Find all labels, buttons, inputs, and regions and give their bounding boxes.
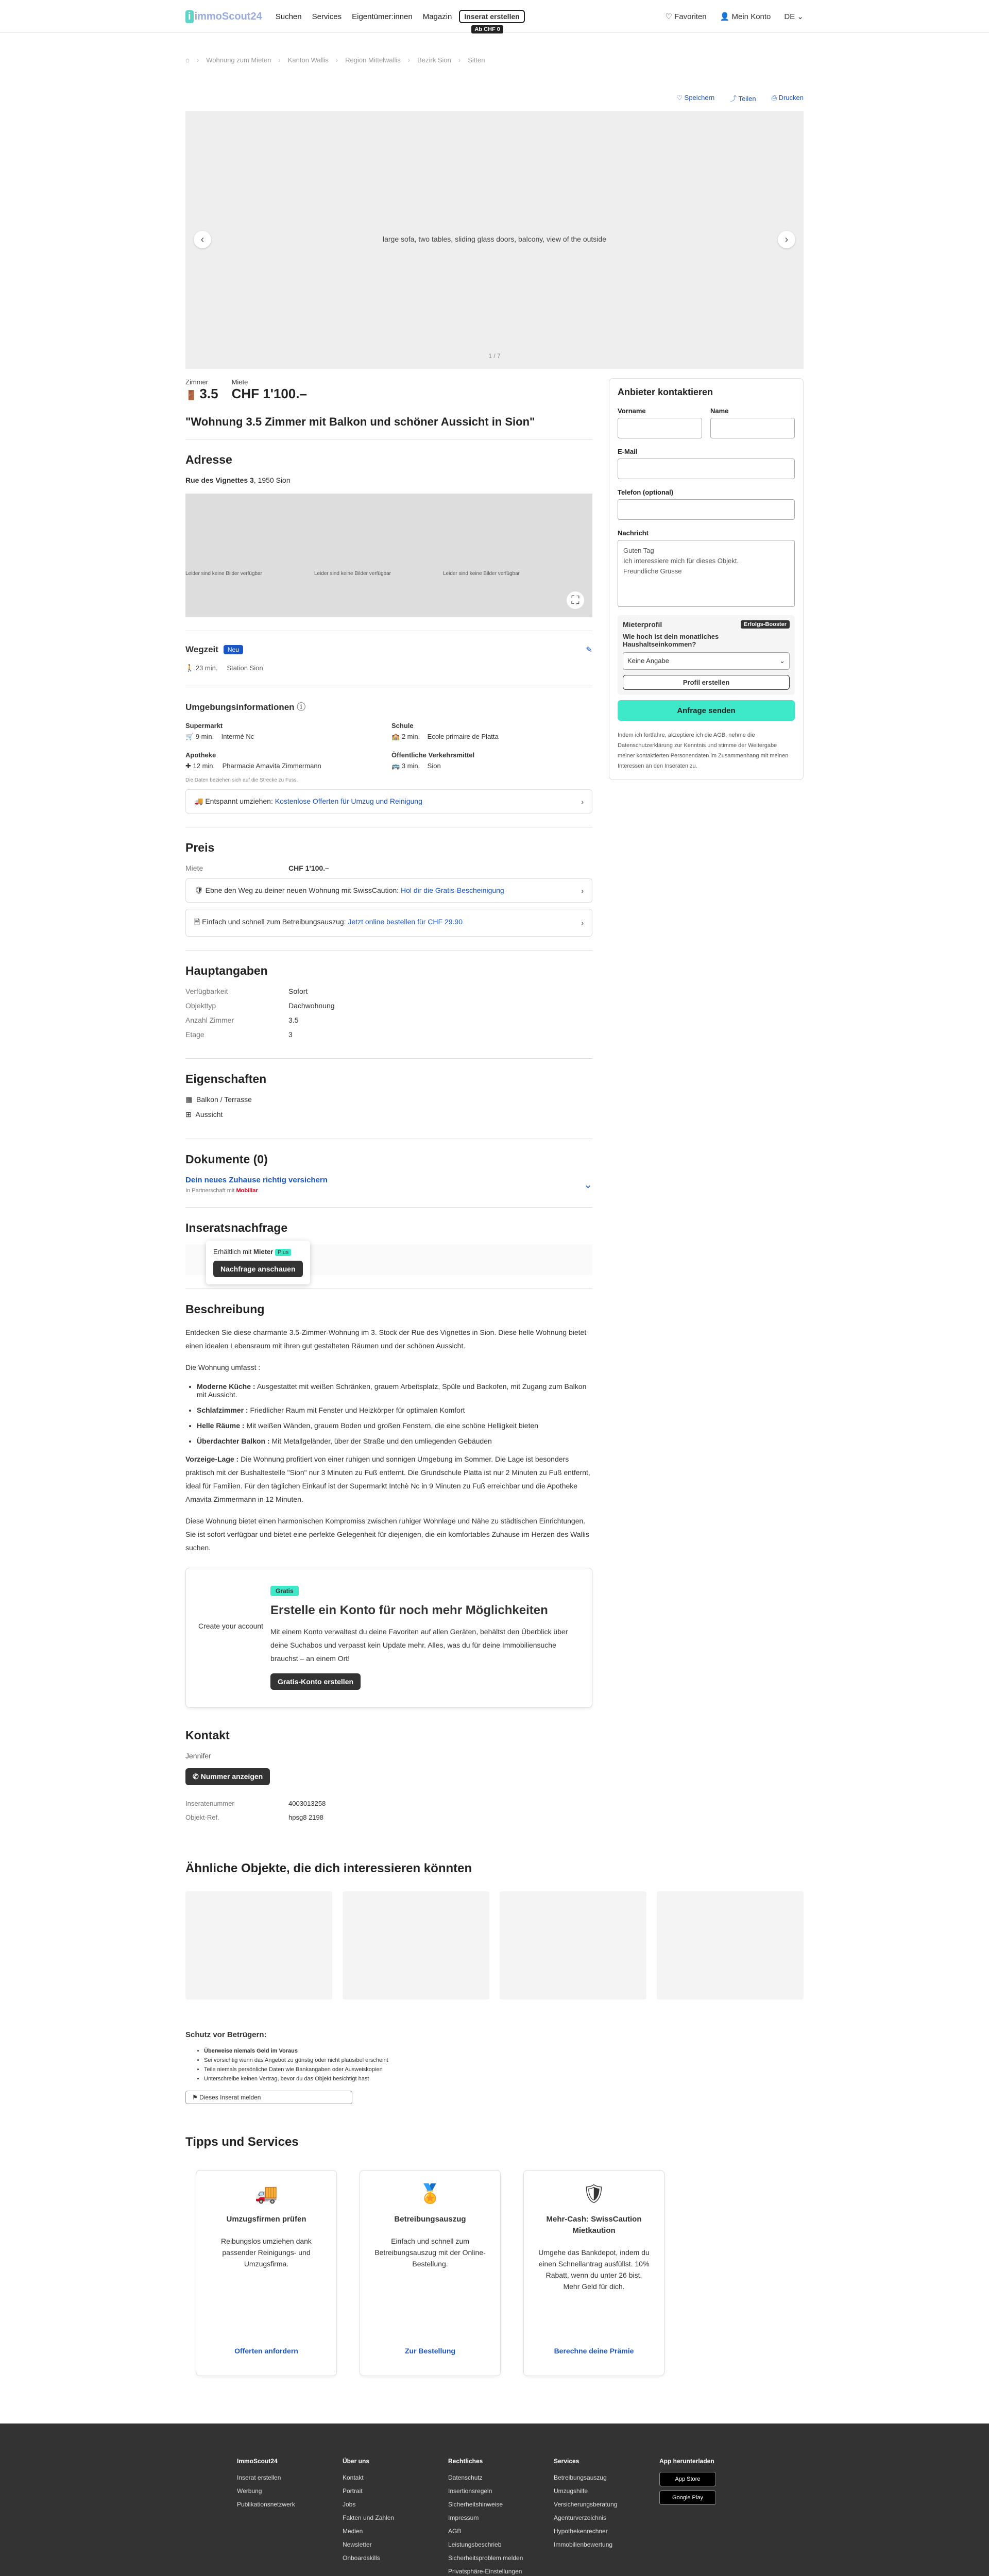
price-section bbox=[185, 827, 592, 951]
rent-label: Miete bbox=[231, 378, 248, 386]
info-value: 3.5 bbox=[288, 1016, 299, 1024]
city: , 1950 Sion bbox=[253, 476, 291, 484]
tip-link[interactable]: Zur Bestellung bbox=[404, 2347, 455, 2355]
env-time: 12 min. bbox=[193, 762, 215, 770]
tip-link[interactable]: Berechne deine Prämie bbox=[554, 2347, 634, 2355]
print-label: Drucken bbox=[778, 94, 804, 101]
tip-card bbox=[360, 2170, 501, 2376]
footer-link[interactable]: Kontakt bbox=[343, 2474, 364, 2481]
footer-link[interactable]: Hypothekenrechner bbox=[554, 2528, 608, 2535]
env-time: 3 min. bbox=[401, 762, 420, 770]
obj-value: hpsg8 2198 bbox=[288, 1814, 323, 1821]
door-icon: 🚪 bbox=[185, 390, 200, 400]
document-icon: 🗎 bbox=[194, 918, 202, 926]
contact-heading: Kontakt bbox=[185, 1728, 230, 1742]
footer bbox=[0, 2424, 989, 2576]
listing-tools bbox=[185, 87, 804, 109]
key-facts bbox=[185, 378, 592, 402]
phone-label: Telefon (optional) bbox=[618, 488, 674, 496]
bullet-text: Mit weißen Wänden, grauem Boden und großen Fenstern, die eine schöne Helligkeit bieten bbox=[244, 1421, 539, 1430]
price-heading: Preis bbox=[185, 841, 215, 854]
language-select[interactable] bbox=[784, 12, 804, 21]
school-icon: 🏫 bbox=[391, 733, 402, 740]
list-item: • Teile niemals persönliche Daten wie Bankangaben oder Ausweiskopien bbox=[204, 2065, 804, 2074]
main-info-heading: Hauptangaben bbox=[185, 964, 268, 977]
bullet-title: Helle Räume : bbox=[197, 1421, 245, 1430]
footer-link[interactable]: Jobs bbox=[343, 2501, 356, 2508]
chevron-down-icon: ⌄ bbox=[779, 657, 785, 665]
footer-columns bbox=[185, 2454, 804, 2576]
footer-link[interactable]: App Store bbox=[659, 2472, 716, 2486]
form-heading: Anbieter kontaktieren bbox=[618, 387, 713, 397]
partner-logo: Mobiliar bbox=[236, 1188, 258, 1194]
create-label: Inserat erstellen bbox=[464, 12, 520, 21]
env-label: Supermarkt bbox=[185, 722, 223, 730]
similar-list bbox=[185, 1891, 804, 1999]
edit-icon[interactable]: ✎ bbox=[586, 646, 592, 654]
popup-text: Erhältlich mit bbox=[213, 1248, 252, 1256]
info-key: Anzahl Zimmer bbox=[185, 1016, 234, 1024]
map-note: Leider sind keine Bilder verfügbar bbox=[185, 571, 262, 577]
inquiry-heading: Inseratsnachfrage bbox=[185, 1221, 288, 1234]
inquiry-section bbox=[185, 1208, 592, 1289]
walk-icon: 🚶 bbox=[185, 664, 196, 672]
environment-section bbox=[185, 686, 592, 827]
documents-heading: Dokumente (0) bbox=[185, 1153, 268, 1166]
breadcrumb-item[interactable]: Wohnung zum Mieten bbox=[206, 56, 271, 64]
list-item bbox=[197, 1437, 592, 1445]
income-select[interactable] bbox=[623, 652, 790, 670]
chevron-right-icon: › bbox=[335, 56, 338, 64]
breadcrumb-item[interactable]: Region Mittelwallis bbox=[345, 56, 401, 64]
chevron-down-icon: ⌄ bbox=[797, 12, 804, 21]
tip-title: Mehr-Cash: SwissCaution Mietkaution bbox=[546, 2215, 642, 2235]
profile-label: Mieterprofil bbox=[623, 620, 662, 629]
tips-list bbox=[185, 2170, 804, 2376]
account-title: Erstelle ein Konto für noch mehr Möglichkeiten bbox=[270, 1603, 548, 1617]
footer-link[interactable]: Inserat erstellen bbox=[237, 2474, 281, 2481]
bullet-text: Ausgestattet mit weißen Schränken, grauem Arbeitsplatz, Spüle und Backofen, mit Zugang zum Balkon mit Aussicht. bbox=[197, 1382, 587, 1399]
message-label: Nachricht bbox=[618, 529, 649, 537]
bullet-title: Schlafzimmer : bbox=[197, 1406, 248, 1414]
footer-link[interactable]: Agenturverzeichnis bbox=[554, 2514, 607, 2521]
bus-icon: 🚌 bbox=[391, 762, 402, 770]
favorites-label: Favoriten bbox=[674, 12, 707, 21]
footer-link[interactable]: Privatsphäre-Einstellungen bbox=[448, 2568, 522, 2575]
info-icon[interactable]: ⓘ bbox=[297, 702, 306, 712]
travel-heading: Wegzeit bbox=[185, 645, 218, 654]
footer-link[interactable]: Google Play bbox=[659, 2490, 716, 2505]
location-text: Die Wohnung profitiert von einer ruhigen und sonnigen Umgebung im Sommer. Die Lage ist besonders praktisch mit der Bushaltestelle "Sion" nur 3 Minuten zu Fuß entfernt. Die Grundschule Platta ist nur 2 Minuten zu Fuß entfernt, ideal für Familien. Für den täglichen Einkauf ist der Supermarkt Intchè Nc in 9 Minuten zu Fuß erreichbar und die Apotheke Amavita Zimmermann in 12 Minuten. bbox=[185, 1455, 590, 1503]
chevron-right-icon: › bbox=[785, 233, 789, 245]
footer-link[interactable]: Newsletter bbox=[343, 2541, 372, 2548]
footer-column bbox=[343, 2454, 448, 2576]
chevron-right-icon: › bbox=[278, 56, 281, 64]
top-header bbox=[0, 0, 989, 33]
promo-link[interactable]: Kostenlose Offerten für Umzug und Reinigung bbox=[275, 797, 422, 805]
features-section bbox=[185, 1059, 592, 1139]
print-button[interactable] bbox=[772, 94, 804, 102]
chevron-right-icon: › bbox=[196, 56, 199, 64]
tips-heading: Tipps und Services bbox=[185, 2135, 299, 2149]
env-name: Ecole primaire de Platta bbox=[427, 733, 499, 740]
list-item: • Überweise niemals Geld im Voraus bbox=[204, 2046, 804, 2056]
description-heading: Beschreibung bbox=[185, 1302, 265, 1316]
plan-name: Mieter bbox=[253, 1248, 274, 1256]
footer-column-heading: Rechtliches bbox=[448, 2458, 483, 2465]
promo-text: Entspannt umziehen: bbox=[205, 797, 275, 805]
account-link[interactable] bbox=[720, 12, 771, 21]
image-counter: 1 / 7 bbox=[488, 352, 501, 360]
first-name-field[interactable] bbox=[618, 418, 702, 438]
footer-column-heading: ImmoScout24 bbox=[237, 2458, 278, 2465]
nav-magazin[interactable]: Magazin bbox=[422, 12, 452, 21]
share-button[interactable] bbox=[730, 93, 756, 103]
street: Rue des Vignettes 3 bbox=[185, 476, 254, 484]
ref-label: Inseratenummer bbox=[185, 1800, 234, 1807]
tip-title: Umzugsfirmen prüfen bbox=[226, 2215, 306, 2224]
user-icon: 👤 bbox=[720, 12, 732, 21]
view-inquiry-button[interactable]: Nachfrage anschauen bbox=[213, 1261, 303, 1277]
rent-value: CHF 1'100.– bbox=[231, 386, 307, 401]
new-badge: Neu bbox=[224, 645, 243, 654]
certificate-icon: 🏅 bbox=[418, 2183, 442, 2204]
description-paragraph: Entdecken Sie diese charmante 3.5-Zimmer-Wohnung im 3. Stock der Rue des Vignettes in Sion. Diese helle Wohnung bietet einen idealen Lebensraum mit ihren gut gestalteten Räumen und der schönen Aussicht. bbox=[185, 1328, 587, 1350]
image-gallery[interactable] bbox=[185, 111, 804, 369]
footer-link[interactable]: Sicherheitshinweise bbox=[448, 2501, 503, 2508]
tip-link[interactable]: Offerten anfordern bbox=[234, 2347, 298, 2355]
footer-link[interactable]: Insertionsregeln bbox=[448, 2487, 492, 2495]
footer-link[interactable]: Medien bbox=[343, 2528, 363, 2535]
main-info-section bbox=[185, 951, 592, 1059]
breadcrumb bbox=[185, 33, 804, 87]
main-nav bbox=[276, 12, 452, 21]
logo[interactable]: i immoScout24 bbox=[185, 10, 262, 23]
logo-text: immoScout24 bbox=[194, 10, 262, 22]
tip-text: Umgehe das Bankdepot, indem du einen Schnellantrag ausfüllst. 10% Rabatt, wenn du unter 26 bist. Mehr Geld für dich. bbox=[538, 2248, 650, 2291]
breadcrumb-item[interactable]: Kanton Wallis bbox=[287, 56, 329, 64]
rooms-value: 3.5 bbox=[199, 386, 218, 401]
heart-icon: ♡ bbox=[665, 12, 675, 21]
save-button[interactable] bbox=[676, 94, 714, 102]
info-key: Verfügbarkeit bbox=[185, 987, 228, 995]
list-item: • Sei vorsichtig wenn das Angebot zu günstig oder nicht plausibel erscheint bbox=[204, 2056, 804, 2065]
footer-link[interactable]: Onboardskills bbox=[343, 2554, 380, 2562]
info-value: Dachwohnung bbox=[288, 1002, 335, 1010]
flag-icon: ⚑ bbox=[192, 2094, 200, 2101]
footer-link[interactable]: Fakten und Zahlen bbox=[343, 2514, 395, 2521]
plus-badge: Plus bbox=[275, 1249, 291, 1256]
footer-link[interactable]: Datenschutz bbox=[448, 2474, 483, 2481]
email-field[interactable] bbox=[618, 459, 795, 479]
account-promo bbox=[185, 1568, 592, 1708]
env-label: Öffentliche Verkehrsmittel bbox=[391, 751, 475, 759]
description-paragraph: Diese Wohnung bietet einen harmonischen Kompromiss zwischen ruhiger Wohnlage und Nähe zu städtischen Einrichtungen. Sie ist sofort verfügbar und bietet eine perfekte Gelegenheit für diejenigen, die ein komfortables Zuhause im Herzen des Wallis suchen. bbox=[185, 1517, 589, 1552]
env-note: Die Daten beziehen sich auf die Strecke zu Fuss. bbox=[185, 777, 298, 783]
fraud-section bbox=[185, 2030, 804, 2104]
obj-label: Objekt-Ref. bbox=[185, 1814, 219, 1821]
fullscreen-icon[interactable]: ⛶ bbox=[567, 591, 584, 609]
create-listing-button[interactable] bbox=[459, 10, 524, 32]
feature-item: Aussicht bbox=[195, 1110, 223, 1118]
prev-image-button[interactable] bbox=[194, 231, 211, 248]
description-paragraph: Die Wohnung umfasst : bbox=[185, 1363, 261, 1371]
breadcrumb-current: Sitten bbox=[468, 56, 485, 64]
extract-link[interactable]: Jetzt online bestellen für CHF 29.90 bbox=[348, 918, 463, 926]
phone-icon: ✆ bbox=[193, 1772, 201, 1781]
ref-value: 4003013258 bbox=[288, 1800, 326, 1807]
contact-name: Jennifer bbox=[185, 1752, 211, 1760]
extract-card[interactable] bbox=[185, 909, 592, 937]
report-listing-button[interactable] bbox=[185, 2091, 352, 2104]
share-icon: ⤴ bbox=[730, 94, 739, 103]
share-label: Teilen bbox=[738, 94, 756, 103]
language-label: DE bbox=[784, 12, 795, 21]
nav-eigentuemer[interactable]: Eigentümer:innen bbox=[352, 12, 413, 21]
info-value: 3 bbox=[288, 1030, 293, 1039]
email-label: E-Mail bbox=[618, 448, 638, 455]
footer-link[interactable]: Werbung bbox=[237, 2487, 262, 2495]
env-time: 2 min. bbox=[401, 733, 420, 740]
account-side-label: Create your account bbox=[198, 1622, 264, 1630]
nav-suchen[interactable]: Suchen bbox=[275, 12, 302, 21]
footer-link[interactable]: Publikationsnetzwerk bbox=[237, 2501, 295, 2508]
footer-link[interactable]: AGB bbox=[448, 2528, 462, 2535]
similar-card[interactable] bbox=[343, 1891, 489, 1999]
booster-badge: Erfolgs-Booster bbox=[741, 620, 790, 629]
contact-form bbox=[609, 378, 804, 780]
list-item bbox=[197, 1421, 592, 1430]
favorites-link[interactable] bbox=[666, 12, 707, 21]
tip-title: Betreibungsauszug bbox=[394, 2215, 466, 2224]
env-name: Pharmacie Amavita Zimmermann bbox=[222, 762, 321, 770]
feature-item: Balkon / Terrasse bbox=[196, 1095, 252, 1104]
env-name: Sion bbox=[427, 762, 441, 770]
last-name-field[interactable] bbox=[710, 418, 795, 438]
income-question: Wie hoch ist dein monatliches Haushaltseinkommen? bbox=[623, 633, 719, 648]
cart-icon: 🛒 bbox=[185, 733, 196, 740]
bullet-title: Überdachter Balkon : bbox=[197, 1437, 270, 1445]
chevron-right-icon: › bbox=[581, 886, 584, 895]
show-number-label: Nummer anzeigen bbox=[200, 1772, 263, 1781]
view-icon: ⊞ bbox=[185, 1110, 196, 1118]
footer-link[interactable]: Betreibungsauszug bbox=[554, 2474, 607, 2481]
info-key: Objekttyp bbox=[185, 1002, 216, 1010]
footer-link[interactable]: Umzugshilfe bbox=[554, 2487, 588, 2495]
features-heading: Eigenschaften bbox=[185, 1072, 267, 1086]
rooms-label: Zimmer bbox=[185, 378, 209, 386]
tenant-profile-box bbox=[618, 615, 795, 695]
footer-link[interactable]: Impressum bbox=[448, 2514, 479, 2521]
send-request-button[interactable]: Anfrage senden bbox=[618, 700, 795, 721]
truck-icon: 🚚 bbox=[254, 2183, 278, 2204]
travel-section bbox=[185, 631, 592, 686]
footer-column-heading: App herunterladen bbox=[659, 2458, 714, 2465]
info-value: Sofort bbox=[288, 987, 308, 995]
env-label: Apotheke bbox=[185, 751, 216, 759]
list-item bbox=[197, 1406, 592, 1414]
list-item: • Unterschreibe keinen Vertrag, bevor du das Objekt besichtigt hast bbox=[204, 2074, 804, 2083]
footer-column bbox=[554, 2454, 659, 2576]
footer-link[interactable]: Portrait bbox=[343, 2487, 363, 2495]
env-label: Schule bbox=[391, 722, 414, 730]
insurance-title: Dein neues Zuhause richtig versichern bbox=[185, 1176, 328, 1184]
chevron-left-icon: ‹ bbox=[200, 233, 204, 245]
fraud-heading: Schutz vor Betrügern: bbox=[185, 2030, 267, 2039]
gratis-badge: Gratis bbox=[270, 1586, 299, 1596]
description-list bbox=[185, 1382, 592, 1445]
first-name-label: Vorname bbox=[618, 407, 646, 415]
footer-column-heading: Services bbox=[554, 2458, 579, 2465]
env-heading: Umgebungsinformationen bbox=[185, 702, 295, 712]
similar-card[interactable] bbox=[185, 1891, 332, 1999]
similar-card[interactable] bbox=[657, 1891, 804, 1999]
footer-link[interactable]: Versicherungsberatung bbox=[554, 2501, 618, 2508]
chevron-down-icon: ⌄ bbox=[584, 1179, 592, 1191]
last-name-label: Name bbox=[710, 407, 729, 415]
bullet-text: Mit Metallgeländer, über der Straße und den umliegenden Gebäuden bbox=[269, 1437, 492, 1445]
chevron-right-icon: › bbox=[407, 56, 411, 64]
listing-title: "Wohnung 3.5 Zimmer mit Balkon und schöner Aussicht in Sion" bbox=[185, 415, 535, 428]
extract-text: Einfach und schnell zum Betreibungsauszug: bbox=[202, 918, 348, 926]
balcony-icon: ▦ bbox=[185, 1095, 197, 1104]
similar-heading: Ähnliche Objekte, die dich interessieren könnten bbox=[185, 1861, 472, 1875]
printer-icon: ⎙ bbox=[771, 94, 779, 101]
insurance-accordion[interactable] bbox=[185, 1176, 592, 1194]
moving-promo-card[interactable] bbox=[185, 789, 592, 814]
price-label: Miete bbox=[185, 864, 203, 872]
save-label: Speichern bbox=[684, 94, 715, 101]
caution-link[interactable]: Hol dir die Gratis-Bescheinigung bbox=[400, 886, 504, 894]
shield-icon: 🛡 bbox=[582, 2183, 606, 2204]
address-heading: Adresse bbox=[185, 453, 232, 466]
account-label: Mein Konto bbox=[731, 12, 771, 21]
list-item bbox=[197, 1382, 592, 1399]
nav-services[interactable]: Services bbox=[312, 12, 342, 21]
map-note: Leider sind keine Bilder verfügbar bbox=[443, 571, 520, 577]
footer-column bbox=[237, 2454, 343, 2576]
heart-icon: ♡ bbox=[676, 94, 685, 101]
shield-icon: 🛡 bbox=[194, 886, 206, 894]
info-key: Etage bbox=[185, 1030, 204, 1039]
gallery-caption: large sofa, two tables, sliding glass doors, balcony, view of the outside bbox=[383, 235, 606, 243]
footer-link[interactable]: Immobilienbewertung bbox=[554, 2541, 613, 2548]
env-name: Intermé Nc bbox=[221, 733, 254, 740]
form-legal: Indem ich fortfahre, akzeptiere ich die AGB, nehme die Datenschutzerklärung zur Kenntnis und stimme der Weitergabe meiner kontaktierten Personendaten im Zusammenhang mit meinen Interessen an den Inseraten zu. bbox=[618, 732, 789, 769]
footer-link[interactable]: Sicherheitsproblem melden bbox=[448, 2554, 523, 2562]
travel-time: 23 min. bbox=[195, 664, 218, 672]
next-image-button[interactable] bbox=[778, 231, 795, 248]
create-profile-button[interactable]: Profil erstellen bbox=[623, 675, 790, 690]
breadcrumb-item[interactable]: Bezirk Sion bbox=[417, 56, 451, 64]
phone-field[interactable] bbox=[618, 499, 795, 520]
create-price-badge: Ab CHF 0 bbox=[471, 25, 503, 33]
bullet-title: Moderne Küche : bbox=[197, 1382, 255, 1391]
footer-column-heading: Über uns bbox=[343, 2458, 370, 2465]
chevron-right-icon: › bbox=[581, 797, 584, 806]
map[interactable] bbox=[185, 494, 592, 617]
chevron-right-icon: › bbox=[458, 56, 461, 64]
pharmacy-icon: ✚ bbox=[185, 762, 193, 770]
partner-label: In Partnerschaft mit bbox=[185, 1188, 235, 1194]
price-value: CHF 1'100.– bbox=[288, 864, 329, 872]
documents-section bbox=[185, 1139, 592, 1208]
travel-dest: Station Sion bbox=[227, 664, 263, 672]
truck-icon: 🚚 bbox=[194, 797, 206, 805]
env-time: 9 min. bbox=[195, 733, 214, 740]
caution-card[interactable] bbox=[185, 878, 592, 903]
chevron-right-icon: › bbox=[581, 919, 584, 927]
home-icon[interactable]: ⌂ bbox=[185, 56, 190, 64]
map-note: Leider sind keine Bilder verfügbar bbox=[314, 571, 391, 577]
bullet-text: Friedlicher Raum mit Fenster und Heizkörper für optimalen Komfort bbox=[248, 1406, 465, 1414]
location-title: Vorzeige-Lage : bbox=[185, 1455, 239, 1463]
report-label: Dieses Inserat melden bbox=[199, 2094, 261, 2101]
create-account-button[interactable]: Gratis-Konto erstellen bbox=[270, 1673, 361, 1690]
tip-card bbox=[523, 2170, 664, 2376]
tip-text: Reibungslos umziehen dank passender Reinigungs- und Umzugsfirma. bbox=[221, 2237, 312, 2268]
tip-text: Einfach und schnell zum Betreibungsauszug mit der Online-Bestellung. bbox=[374, 2237, 486, 2268]
similar-card[interactable] bbox=[500, 1891, 646, 1999]
caution-text: Ebne den Weg zu deiner neuen Wohnung mit SwissCaution: bbox=[205, 886, 401, 894]
address-section bbox=[185, 439, 592, 631]
inquiry-popup bbox=[206, 1241, 310, 1284]
footer-column bbox=[448, 2454, 554, 2576]
footer-link[interactable]: Leistungsbeschrieb bbox=[448, 2541, 502, 2548]
description-section bbox=[185, 1289, 592, 1841]
show-number-button[interactable] bbox=[185, 1768, 270, 1785]
footer-column bbox=[659, 2454, 765, 2576]
account-text: Mit einem Konto verwaltest du deine Favoriten auf allen Geräten, behältst den Überblick über deine Suchabos und verpasst kein Update mehr. Alles, was du für deine Immobiliensuche brauchst – an einem Ort! bbox=[270, 1628, 568, 1663]
income-value: Keine Angabe bbox=[627, 657, 669, 665]
message-field[interactable]: Guten Tag Ich interessiere mich für dieses Objekt. Freundliche Grüsse bbox=[618, 540, 795, 607]
tip-card bbox=[196, 2170, 337, 2376]
